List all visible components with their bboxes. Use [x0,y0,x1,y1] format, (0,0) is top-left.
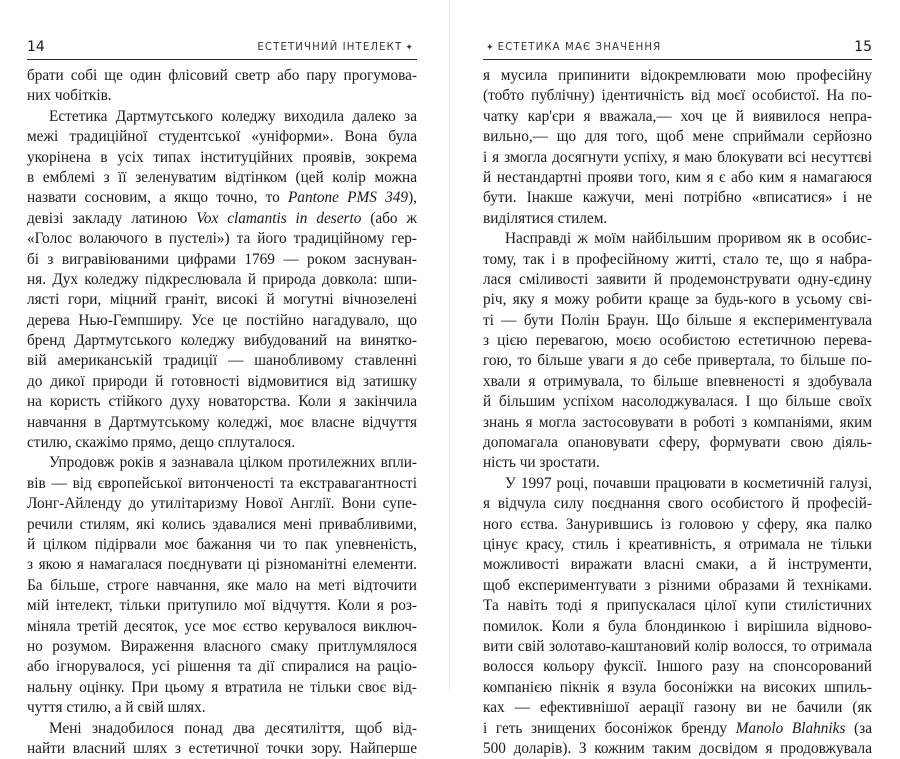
text-line [27,453,417,473]
text-line [27,719,417,739]
text-line [483,535,872,555]
text-run: і я змогла досягнути успіху, я маю блокувати всі несуттєві [483,148,872,166]
right-page [450,0,900,757]
text-run: У 1997 році, почавши працювати в косметичній галузі, [505,474,872,492]
text-line [483,372,872,392]
text-run: щоб експериментувати з різними образами й техніками. [483,576,872,594]
ornament-icon: ✦ [486,42,495,53]
text-run: волосся кольору фуксії. Іншого разу на спонсорований [483,658,872,676]
text-run: я відчула силу поєднання свого особистого й професій- [483,495,872,513]
text-run: Лонг-Айленду до утилітаризму Нової Англії. Вони супе- [27,495,417,513]
text-run: найти власний шлях з естетичної точки зору. Найперше [27,739,417,757]
text-line [27,433,417,453]
text-run: бути. Інакше кажучи, мені потрібно «вписатися» і не [483,189,872,207]
text-line [483,698,872,718]
text-run: й нестандартні прояви того, ким я є або ким я намагаюся [483,168,872,186]
text-run: чатку кар'єри я вважала,— хоч це й виявилося непра- [483,107,872,125]
text-run: лася сміливості заявити й продемонструвати одну-єдину [483,270,872,288]
text-line [27,596,417,616]
text-line [483,392,872,412]
text-run: знань я могла застосовувати в роботі з компаніями, яким [483,413,872,431]
text-line [483,474,872,494]
text-run: до дикої природи й готовності відмовитися від затишку [27,372,417,390]
text-line [483,250,872,270]
italic-run: Pantone PMS 349 [287,189,409,207]
text-line [27,372,417,392]
text-line [27,678,417,698]
text-line [483,86,872,106]
text-run: виділятися стилем. [483,209,608,227]
text-line [27,311,417,331]
right-running-head [483,38,872,56]
text-line [27,250,417,270]
text-line [27,86,417,106]
text-line [483,107,872,127]
left-header-rule [27,59,417,60]
text-run: (за [845,719,872,737]
text-line [483,739,872,759]
text-line [27,290,417,310]
text-line [27,270,417,290]
text-run: з якою я намагалася поєднувати ці різноманітні елементи. [27,556,417,574]
text-line [27,657,417,677]
text-line [483,270,872,290]
text-run: річ, яку я можу робити краще за будь-кого в усьому сві- [483,291,872,309]
text-run: й цілком підірвали моє бажання чи то пак упевненість, [27,535,417,553]
text-run: вів — від європейської витонченості та екстравагантності [27,474,417,492]
text-line [483,617,872,637]
text-line [27,331,417,351]
text-line [483,66,872,86]
text-run: хвали я отримувала, то більше впевненості я здобувала [483,372,872,390]
text-run: межі традиційної студентської «уніформи». Вона була [27,128,417,146]
text-run: нальну оцінку. При цьому я втратила не тільки своє від- [27,678,417,696]
text-line [483,515,872,535]
text-run: міняла третій десяток, усе моє єство керувалося виключ- [27,617,417,635]
text-line [483,209,872,229]
text-run: дерева Нью-Гемпширу. Усе це постійно нагадувало, що [27,311,417,329]
ornament-icon: ✦ [405,42,414,53]
text-line [27,107,417,127]
left-body-text [27,66,417,759]
text-run: вити свій золотаво-каштановий колір волосся, то отримала [483,637,872,655]
text-line [483,678,872,698]
text-run: но розумом. Вираження власного смаку притлумлялося [27,637,417,655]
text-line [27,555,417,575]
text-line [483,637,872,657]
text-line [483,229,872,249]
text-line [483,168,872,188]
text-run: укорінена в усіх типах інституційних проявів, зокрема [27,148,417,166]
text-run: ня. Дух коледжу підкреслювала й природа довкола: шпи- [27,270,417,288]
text-line [27,66,417,86]
text-line [483,576,872,596]
text-run: брати собі ще один флісовий светр або пару прогумова- [27,67,417,84]
text-run: них чобітків. [27,87,112,105]
text-line [483,127,872,147]
text-run: (тобто публічну) ідентичність від моєї особистої. На по- [483,87,872,105]
text-run: на користь стійкого духу новаторства. Коли я закінчила [27,393,417,411]
text-run: ), [408,189,417,207]
text-run: Мені знадобилося понад два десятиліття, щоб від- [49,719,417,737]
text-line [27,392,417,412]
italic-run: Vox clamantis in deserto [196,209,362,227]
text-line [27,229,417,249]
text-line [27,474,417,494]
text-line [27,127,417,147]
text-line [483,188,872,208]
text-line [483,413,872,433]
text-run: Ба більше, строге навчання, яке мало на меті відточити [27,576,417,594]
text-line [27,515,417,535]
text-line [27,637,417,657]
text-line [483,331,872,351]
text-line [27,148,417,168]
text-run: ках — ефективнішої аерації газону ви не бачили (як [483,699,872,717]
text-run: тому, так і в професійному житті, стало те, що я набра- [483,250,872,268]
text-run: можливості виражати власні смаки, а й інструменти, [483,556,872,574]
left-page-number: 14 [27,39,45,55]
text-line [483,719,872,739]
text-run: з цією перевагою, моєю особистою естетичною перева- [483,332,872,350]
text-line [27,188,417,208]
text-line [27,413,417,433]
text-run: мій інтелект, тільки притупило мої відчуття. Коли я роз- [27,597,417,615]
text-line [483,596,872,616]
text-run: в емблемі з її зеленуватим відтінком (цей колір можна [27,168,417,186]
right-running-title [483,42,661,53]
text-line [483,494,872,514]
text-line [27,739,417,759]
left-running-title [257,42,417,53]
right-page-number: 15 [854,39,872,55]
text-run: навчання в Дартмутському коледжі, моє власне відчуття [27,413,417,431]
text-run: лясті гори, міцний граніт, високі й могутні вічнозелені [27,291,417,309]
text-run: речили стилям, які колись здавалися мені привабливими, [27,515,417,533]
text-line [27,576,417,596]
text-line [27,209,417,229]
text-run: і геть знищених босоніжок бренду [483,719,736,737]
text-line [483,311,872,331]
text-run: (або ж [361,209,417,227]
text-run: «Голос волаючого в пустелі») та його традиційному гер- [27,230,417,248]
text-run: 500 доларів). З кожним таким досвідом я продовжувала [483,739,872,757]
text-run: бі з вигравіюваними цифрами 1769 — роком заснуван- [27,250,417,268]
text-run: бренд Дартмутського коледжу вибудований на винятко- [27,332,417,350]
right-running-title-text: ЕСТЕТИКА МАЄ ЗНАЧЕННЯ [497,41,662,53]
text-run: цінує красу, стиль і креативність, я отримала не тільки [483,535,872,553]
text-run: девізі закладу латиною [27,209,197,227]
text-line [483,657,872,677]
text-run: Упродовж років я зазнавала цілком протилежних впли- [49,454,417,472]
text-run: або ігнорувалося, усі рішення та дії спиралися на раціо- [27,658,417,676]
text-run: й більшим успіхом насолоджувалася. І що більше своїх [483,393,872,411]
text-run: допомагала опановувати сферу, формувати свою діяль- [483,434,872,452]
text-run: стилю, скажімо прямо, дещо сплуталося. [27,434,296,452]
text-run: помилок. Коли я була блондинкою і вирішила відново- [483,617,872,635]
text-run: чуття стилю, а й свій шлях. [27,699,206,717]
text-run: ність чи зростати. [483,454,600,472]
text-run: Насправді ж моїм найбільшим проривом як в особис- [505,230,872,248]
text-run: Естетика Дартмутського коледжу виходила далеко за [49,107,417,125]
text-run: я мусила припинити відокремлювати мою професійну [483,67,872,84]
text-line [27,535,417,555]
text-run: гою, то більше уваги я до себе привертала, то більше по- [483,352,872,370]
text-run: вій американській традиції — шанобливому ставленні [27,352,417,370]
right-header-rule [483,59,872,60]
text-run: назвати сосновим, а якщо точно, то [27,189,288,207]
left-page [0,0,450,757]
text-run: вильно,— що для того, щоб мене сприймали серйозно [483,128,872,146]
text-run: компанією пікнік я взула босоніжки на високих шпиль- [483,678,872,696]
text-run: ного єства. Занурившись із головою у сферу, яка палко [483,515,872,533]
text-line [27,617,417,637]
text-line [27,168,417,188]
text-run: Та навіть тоді я припускалася цілої купи стилістичних [483,597,872,615]
text-line [27,494,417,514]
left-running-head [27,38,417,56]
text-line [483,290,872,310]
text-line [483,351,872,371]
text-run: ті — бути Полін Браун. Що більше я експериментувала [483,311,872,329]
text-line [27,698,417,718]
italic-run: Manolo Blahniks [735,719,846,737]
left-running-title-text: ЕСТЕТИЧНИЙ ІНТЕЛЕКТ [257,41,403,53]
text-line [483,555,872,575]
right-body-text [483,66,872,759]
text-line [483,433,872,453]
text-line [483,148,872,168]
text-line [483,453,872,473]
text-line [27,351,417,371]
